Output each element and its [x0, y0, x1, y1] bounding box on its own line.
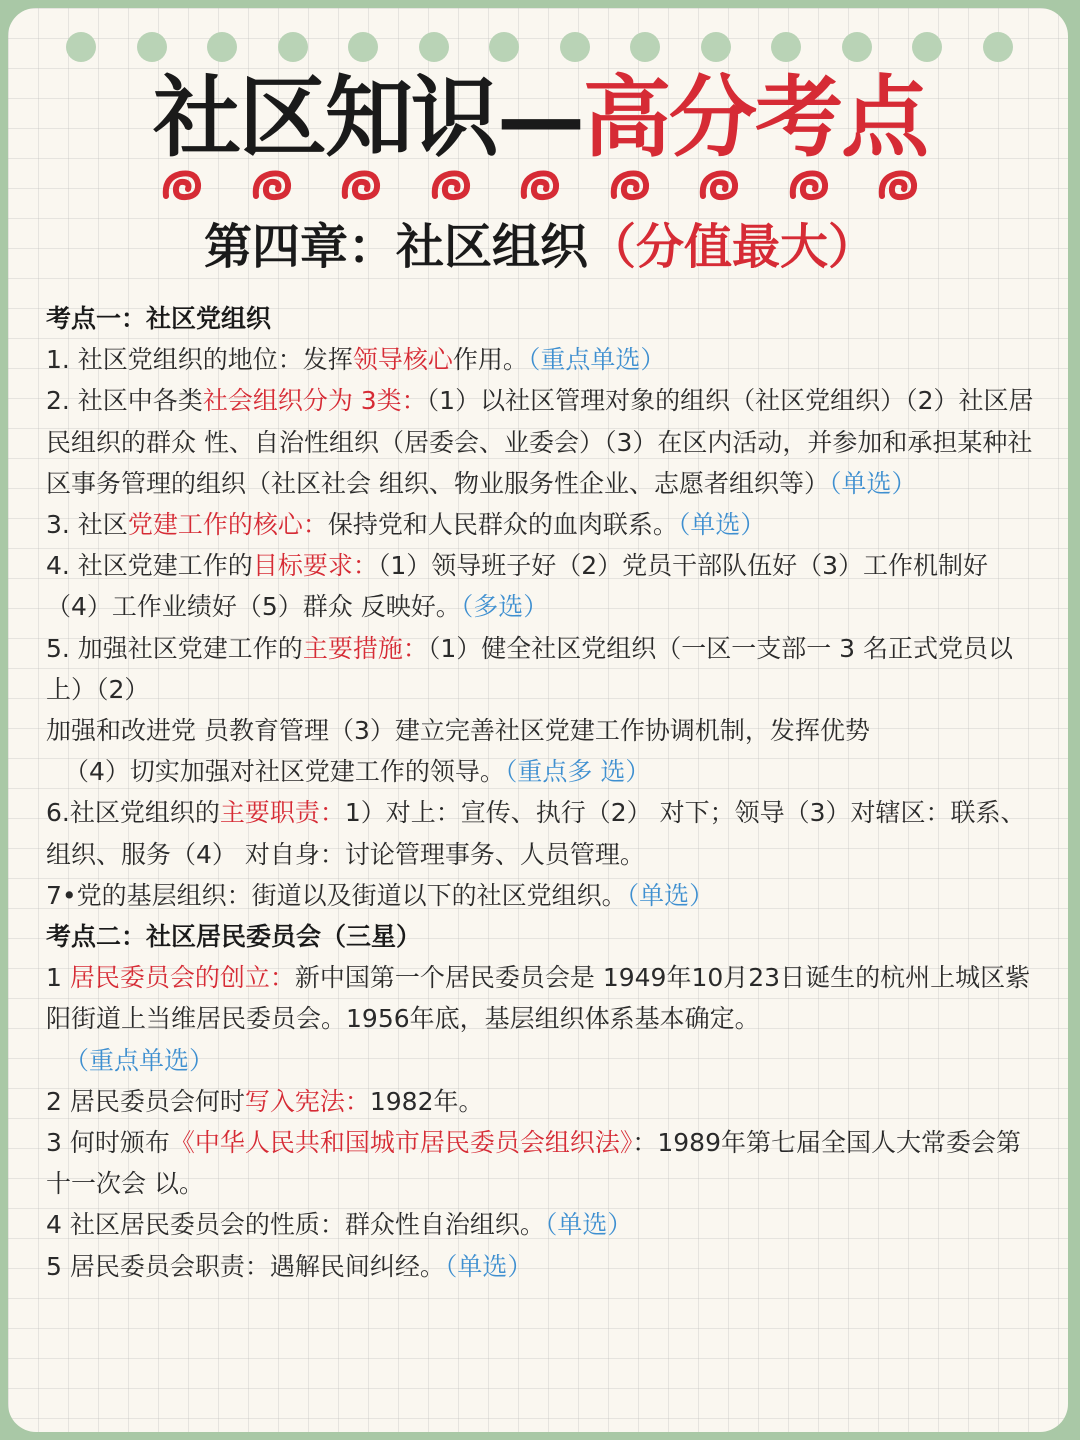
list-item: 1. 社区党组织的地位：发挥领导核心作用。（重点单选） [46, 345, 666, 375]
list-item-continued: 加强和改进党 员教育管理（3）建立完善社区党建工作协调机制，发挥优势 [46, 716, 870, 746]
highlight-red: 居民委员会的创立： [69, 963, 295, 993]
binder-hole [207, 32, 237, 62]
title-black: 社区知识— [152, 65, 583, 169]
highlight-red: 目标要求： [252, 551, 378, 581]
highlight-red: 社会组织分为 3类： [202, 386, 427, 416]
question-type-tag: （重点单选） [64, 1045, 215, 1075]
question-type-tag: （单选） [677, 510, 766, 540]
page-title [0, 62, 1080, 172]
swirl-icon [878, 168, 918, 202]
binder-hole [66, 32, 96, 62]
swirl-icon [431, 168, 471, 202]
highlight-red: 写入宪法： [244, 1086, 370, 1116]
binder-hole [771, 32, 801, 62]
binder-hole [137, 32, 167, 62]
highlight-red: 主要职责： [219, 798, 345, 828]
swirl-icon [699, 168, 739, 202]
question-type-tag: （单选） [828, 468, 917, 498]
title-red: 高分考点 [583, 65, 928, 169]
highlight-red: 领导核心 [352, 345, 453, 375]
chapter-title [0, 212, 1080, 282]
binder-hole [489, 32, 519, 62]
binder-hole [630, 32, 660, 62]
list-item: 6.社区党组织的主要职责：1）对上：宣传、执行（2） 对下；领导（3）对辖区：联系、组织、服务（4） 对自身：讨论管理事务、人员管理。 [46, 798, 1026, 869]
binder-hole [419, 32, 449, 62]
question-type-tag: （重点多 选） [504, 757, 651, 787]
section-heading: 考点二：社区居民委员会（三星） [46, 922, 422, 952]
list-item: 1 居民委员会的创立：新中国第一个居民委员会是 1949年10月23日诞生的杭州上城区紫阳街道上当维居民委员会。1956年底，基层组织体系基本确定。 [46, 963, 1031, 1034]
question-type-tag: （多选） [460, 592, 549, 622]
highlight-red: 《中华人民共和国城市居民委员会组织法》 [169, 1128, 633, 1158]
content-body [46, 298, 1036, 1287]
section-heading: 考点一：社区党组织 [46, 304, 272, 333]
swirl-icon [252, 168, 292, 202]
list-item: 3. 社区党建工作的核心：保持党和人民群众的血肉联系。（单选） [46, 510, 766, 540]
binder-hole [278, 32, 308, 62]
binder-hole [560, 32, 590, 62]
swirl-decoration-row [0, 168, 1080, 208]
question-type-tag: （单选） [626, 880, 715, 910]
binder-hole [983, 32, 1013, 62]
question-type-tag: （单选） [544, 1210, 633, 1240]
list-item-continued: （4）切实加强对社区党建工作的领导。（重点多 选） [64, 757, 651, 787]
binder-hole [912, 32, 942, 62]
list-item: 4. 社区党建工作的目标要求：（1）领导班子好（2）党员干部队伍好（3）工作机制好（4）工作业绩好（5）群众 反映好。（多选） [46, 551, 989, 622]
list-item: 2. 社区中各类社会组织分为 3类：（1）以社区管理对象的组织（社区党组织）（2）社区居民组织的群众 性、自治性组织（居委会、业委会）（3）在区内活动，并参加和承担某种社区事务管理的组织（社区社会 组织、物业服务性企业、志愿者组织等）（单选） [46, 386, 1034, 498]
list-item: 7•党的基层组织：街道以及街道以下的社区党组织。（单选） [46, 880, 715, 910]
swirl-icon [610, 168, 650, 202]
list-item: 4 社区居民委员会的性质：群众性自治组织。（单选） [46, 1210, 633, 1240]
chapter-title-black: 第四章：社区组织 [203, 219, 588, 275]
list-item: 5. 加强社区党建工作的主要措施：（1）健全社区党组织（一区一支部一 3 名正式党员以上）（2） [46, 633, 1014, 704]
swirl-icon [341, 168, 381, 202]
binder-hole [348, 32, 378, 62]
swirl-icon [520, 168, 560, 202]
binder-hole [701, 32, 731, 62]
list-item: 2 居民委员会何时写入宪法：1982年。 [46, 1086, 484, 1116]
chapter-title-red: （分值最大） [588, 219, 877, 275]
list-item: 5 居民委员会职责：遇解民间纠经。（单选） [46, 1251, 533, 1281]
highlight-red: 党建工作的核心： [127, 510, 328, 540]
list-item: 3 何时颁布《中华人民共和国城市居民委员会组织法》：1989年第七届全国人大常委会第十一次会 以。 [46, 1128, 1021, 1199]
binder-hole [842, 32, 872, 62]
question-type-tag: （重点单选） [527, 345, 666, 375]
swirl-icon [162, 168, 202, 202]
highlight-red: 主要措施： [302, 633, 428, 663]
swirl-icon [789, 168, 829, 202]
question-type-tag: （单选） [444, 1251, 533, 1281]
